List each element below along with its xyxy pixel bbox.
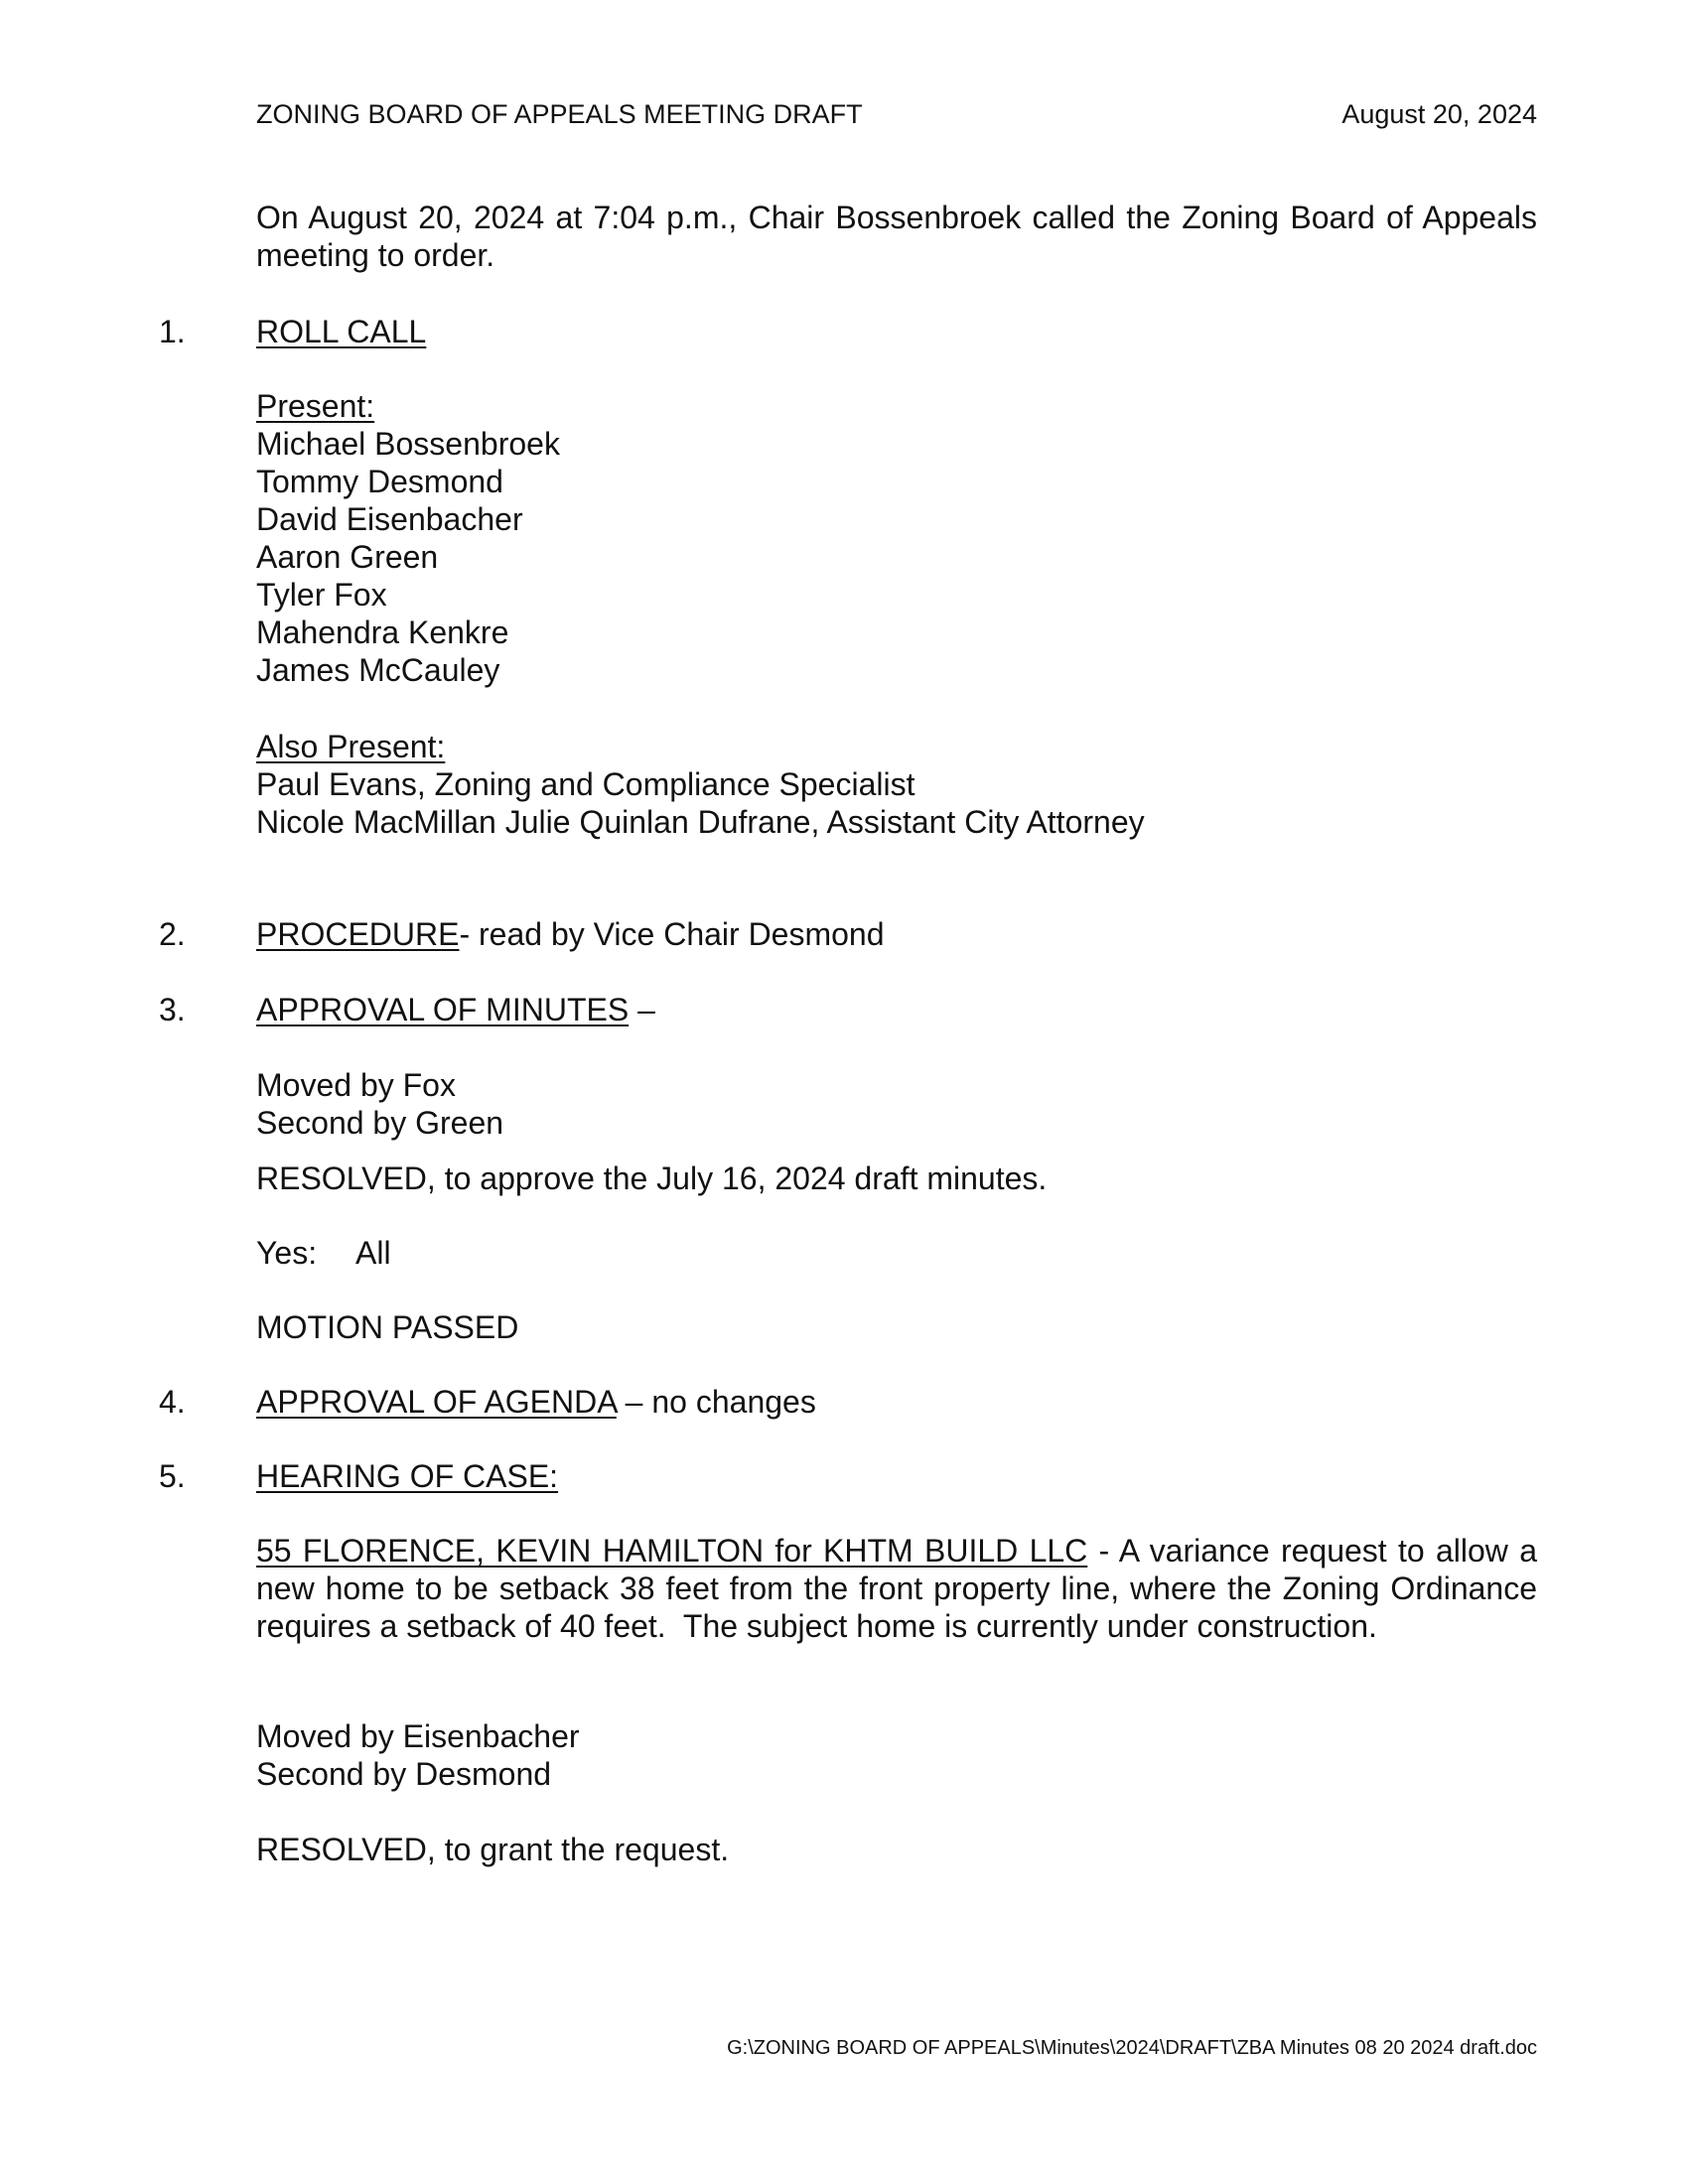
minutes-heading: APPROVAL OF MINUTES [256, 992, 630, 1027]
case-description [256, 1532, 1546, 1645]
minutes-resolution: RESOLVED, to approve the July 16, 2024 draft minutes. [256, 1160, 1048, 1196]
present-list [256, 387, 1537, 689]
section-minutes [256, 991, 1537, 1028]
section-number-minutes: 3. [159, 992, 186, 1027]
section-title-roll-call [256, 313, 1537, 350]
staff-name: Nicole MacMillan Julie Quinlan Dufrane, Assistant City Attorney [256, 804, 1145, 840]
intro-paragraph: On August 20, 2024 at 7:04 p.m., Chair Bossenbroek called the Zoning Board of Appeals meeting to order. [256, 200, 1537, 273]
member-name: James McCauley [256, 652, 500, 688]
member-name: Aaron Green [256, 539, 439, 575]
also-present-list [256, 728, 1537, 841]
minutes-heading-dash: – [629, 992, 655, 1027]
case-moved-by: Moved by Eisenbacher [256, 1718, 580, 1754]
staff-name: Paul Evans, Zoning and Compliance Specialist [256, 766, 915, 802]
vote-yes-label: Yes: [256, 1235, 318, 1271]
case-title: 55 FLORENCE, KEVIN HAMILTON for KHTM BUILD LLC [256, 1533, 1088, 1569]
case-resolution: RESOLVED, to grant the request. [256, 1832, 730, 1867]
section-agenda [256, 1383, 1537, 1421]
section-procedure [256, 915, 1537, 953]
minutes-seconded-by: Second by Green [256, 1105, 504, 1141]
member-name: Tommy Desmond [256, 464, 503, 499]
case-motion [256, 1717, 1537, 1793]
document-header-title: ZONING BOARD OF APPEALS MEETING DRAFT [256, 99, 863, 129]
procedure-heading: PROCEDURE [256, 916, 460, 952]
agenda-heading: APPROVAL OF AGENDA [256, 1384, 617, 1420]
section-hearing [256, 1457, 1537, 1495]
hearing-heading: HEARING OF CASE: [256, 1458, 559, 1494]
vote-yes-value: All [355, 1235, 391, 1271]
member-name: Mahendra Kenkre [256, 614, 509, 650]
roll-call-heading: ROLL CALL [256, 314, 427, 349]
document-header-date: August 20, 2024 [1341, 99, 1537, 129]
document-file-path: G:\ZONING BOARD OF APPEALS\Minutes\2024\DRAFT\ZBA Minutes 08 20 2024 draft.doc [727, 2037, 1537, 2059]
member-name: Tyler Fox [256, 577, 387, 613]
case-seconded-by: Second by Desmond [256, 1756, 552, 1792]
section-number-roll-call: 1. [159, 314, 186, 349]
minutes-moved-by: Moved by Fox [256, 1067, 456, 1103]
minutes-motion [256, 1066, 1537, 1142]
member-name: David Eisenbacher [256, 501, 523, 537]
procedure-note: - read by Vice Chair Desmond [459, 916, 885, 952]
minutes-vote [256, 1234, 1537, 1272]
member-name: Michael Bossenbroek [256, 426, 560, 462]
case-text: - A variance request to allow a new home to be setback 38 feet from the front property line, where the Zoning Ordinance requires a setback of 40 feet. The subject home is currently under construction. [256, 1533, 1546, 1644]
minutes-motion-result: MOTION PASSED [256, 1309, 519, 1345]
section-number-procedure: 2. [159, 916, 186, 952]
present-label: Present: [256, 388, 375, 424]
section-number-hearing: 5. [159, 1458, 186, 1494]
agenda-note: – no changes [616, 1384, 816, 1420]
section-number-agenda: 4. [159, 1384, 186, 1420]
also-present-label: Also Present: [256, 729, 446, 764]
